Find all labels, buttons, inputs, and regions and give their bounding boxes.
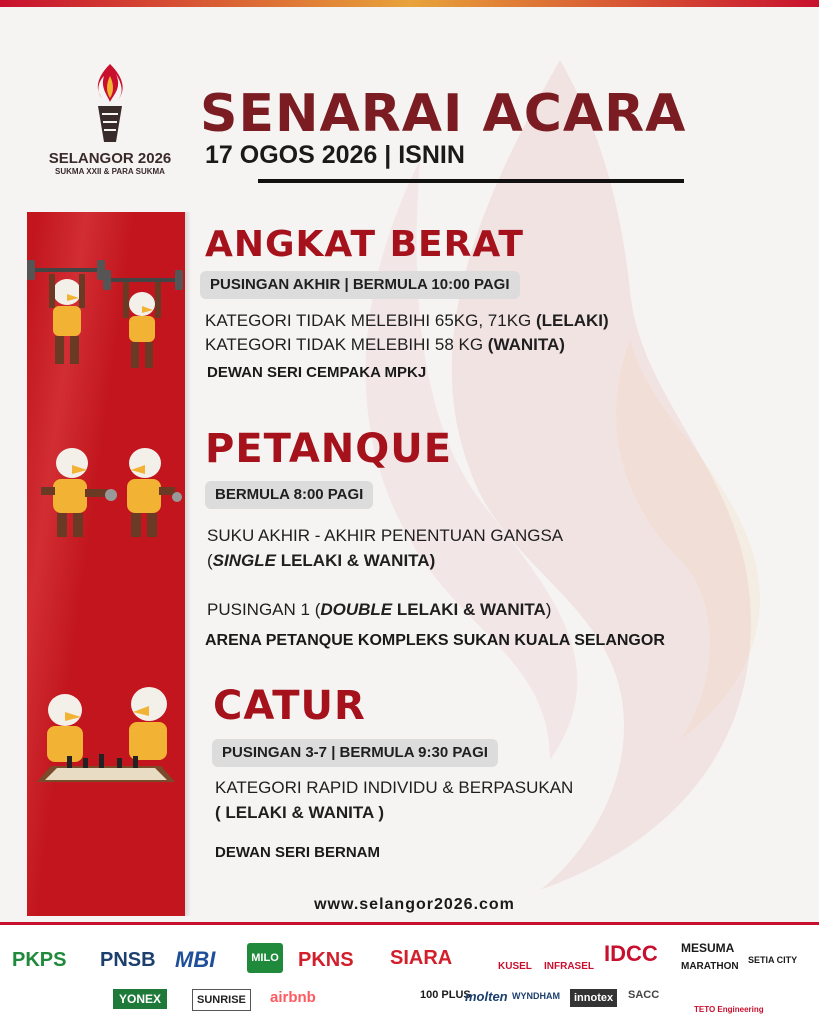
sponsor-logo: SACC [628, 989, 660, 1001]
top-accent-bar [0, 0, 819, 7]
petanque-mascots-illustration [27, 437, 185, 547]
event-category-line: ( LELAKI & WANITA ) [215, 803, 385, 822]
event-title-petanque: PETANQUE [205, 426, 453, 472]
sponsor-logo: KUSEL [498, 961, 532, 972]
event-category-line: (SINGLE LELAKI & WANITA) [207, 551, 436, 570]
event-category-line: PUSINGAN 1 (DOUBLE LELAKI & WANITA) [207, 600, 552, 619]
sponsor-logo: PKNS [298, 949, 354, 971]
event-schedule-pill: PUSINGAN 3-7 | BERMULA 9:30 PAGI [212, 739, 498, 767]
sponsor-logo: innotex [570, 989, 617, 1007]
sponsor-logo: MBI [175, 947, 216, 972]
sponsor-logo: SETIA CITY [748, 955, 798, 965]
torch-icon [80, 62, 140, 148]
logo-title: SELANGOR 2026 [48, 150, 172, 167]
event-venue: ARENA PETANQUE KOMPLEKS SUKAN KUALA SELANGOR [205, 632, 665, 649]
chess-mascots-illustration [27, 682, 185, 792]
logo-subtitle: SUKMA XXII & PARA SUKMA [55, 167, 165, 176]
event-venue: DEWAN SERI BERNAM [215, 844, 381, 861]
website-url[interactable]: www.selangor2026.com [314, 896, 515, 913]
sponsor-logo: MESUMA [681, 941, 735, 955]
mascot-panel [27, 212, 185, 916]
sponsor-logo: molten [465, 989, 508, 1004]
sponsor-logos-bar [0, 925, 819, 1024]
sponsor-logo: 100 PLUS [420, 989, 471, 1001]
sponsor-logo: MILO [247, 943, 283, 973]
sponsor-logo: PNSB [100, 949, 156, 971]
selangor-2026-logo [30, 62, 190, 182]
sponsor-logo: MARATHON [681, 961, 739, 972]
sponsor-logo: IDCC [604, 941, 658, 966]
sponsor-logo: INFRASEL [544, 961, 594, 972]
event-category-line: KATEGORI TIDAK MELEBIHI 58 KG (WANITA) [205, 335, 565, 354]
event-category-line: KATEGORI TIDAK MELEBIHI 65KG, 71KG (LELAKI) [205, 311, 609, 330]
sponsor-logo: SIARA [390, 947, 453, 969]
panel-shadow [185, 212, 191, 916]
event-title-angkat-berat: ANGKAT BERAT [205, 224, 524, 265]
event-schedule-pill: PUSINGAN AKHIR | BERMULA 10:00 PAGI [200, 271, 520, 299]
sponsor-logo: SUNRISE [192, 989, 251, 1011]
sponsor-logo: airbnb [270, 989, 316, 1006]
sponsor-logo: PKPS [12, 949, 67, 971]
sponsor-logo: WYNDHAM [512, 991, 560, 1001]
sponsor-logo: YONEX [113, 989, 167, 1009]
event-category-line: KATEGORI RAPID INDIVIDU & BERPASUKAN [215, 778, 574, 797]
page-title: SENARAI ACARA [200, 84, 687, 144]
event-venue: DEWAN SERI CEMPAKA MPKJ [207, 364, 427, 381]
event-title-catur: CATUR [213, 683, 366, 729]
header-divider [258, 179, 684, 183]
event-date: 17 OGOS 2026 | ISNIN [205, 141, 465, 169]
event-schedule-pill: BERMULA 8:00 PAGI [205, 481, 373, 509]
sponsor-logo: TETO Engineering [694, 1005, 764, 1014]
event-category-line: SUKU AKHIR - AKHIR PENENTUAN GANGSA [207, 526, 564, 545]
weightlifting-mascots-illustration [27, 252, 185, 377]
